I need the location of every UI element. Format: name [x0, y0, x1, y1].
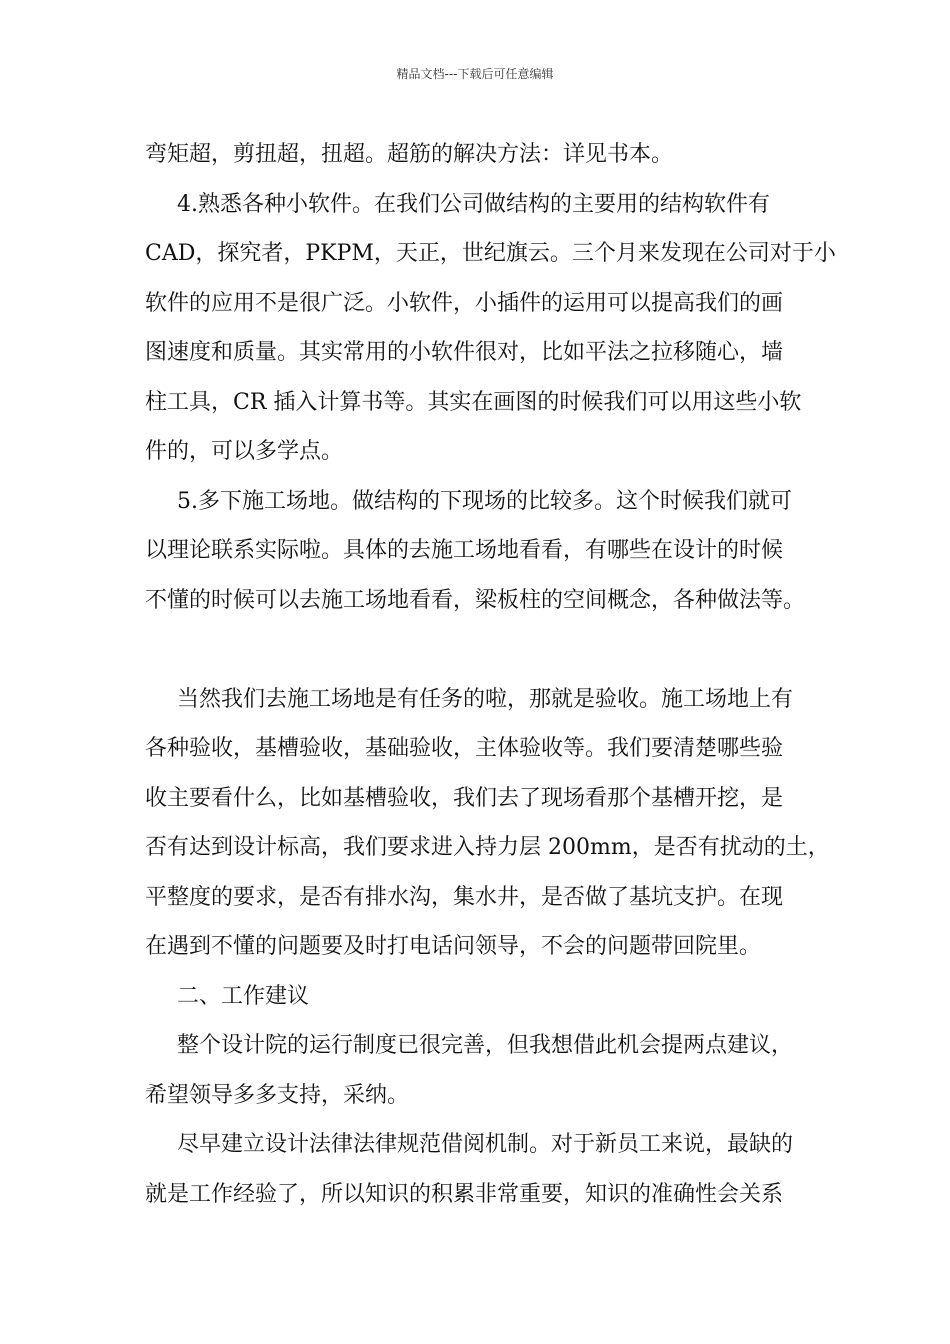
text-line: 件的，可以多学点。	[145, 439, 344, 464]
text-line: 希望领导多多支持，采纳。	[145, 1082, 410, 1108]
text-line: 收主要看什么，比如基槽验收，我们去了现场看那个基槽开挖，是	[145, 785, 784, 811]
paragraph-construction-site	[145, 477, 825, 626]
text-line: 平整度的要求，是否有排水沟，集水井，是否做了基坑支护。在现	[145, 884, 784, 910]
text-line: 5.多下施工场地。做结构的下现场的比较多。这个时候我们就可	[177, 488, 792, 514]
text-line: 以理论联系实际啦。具体的去施工场地看看，有哪些在设计的时候	[145, 538, 784, 563]
section-heading-work-suggestions	[145, 972, 825, 1022]
text-line: 在遇到不懂的问题要及时打电话问领导，不会的问题带回院里。	[145, 934, 762, 959]
text-line: 否有达到设计标高，我们要求进入持力层 200mm，是否有扰动的土，	[145, 835, 830, 860]
text-line: 图速度和质量。其实常用的小软件很对，比如平法之拉移随心，墙	[145, 340, 784, 365]
paragraph-gap	[145, 625, 825, 675]
text-line: 柱工具，CR 插入计算书等。其实在画图的时候我们可以用这些小软	[145, 389, 802, 415]
page-header: 精品文档---下载后可任意编辑	[396, 67, 554, 81]
document-body	[145, 130, 836, 1219]
text-line: 软件的应用不是很广泛。小软件，小插件的运用可以提高我们的画	[145, 290, 784, 316]
paragraph-legal-lending	[145, 1120, 825, 1219]
text-line: 各种验收，基槽验收，基础验收，主体验收等。我们要清楚哪些验	[145, 736, 784, 761]
text-line: 当然我们去施工场地是有任务的啦，那就是验收。施工场地上有	[177, 686, 794, 712]
text-line: 弯矩超，剪扭超，扭超。超筋的解决方法：详见书本。	[145, 142, 674, 167]
section-heading: 二、工作建议	[177, 983, 310, 1009]
text-line: 尽早建立设计法律法律规范借阅机制。对于新员工来说，最缺的	[177, 1132, 794, 1157]
paragraph-suggestions-intro	[145, 1021, 825, 1120]
text-line: 整个设计院的运行制度已很完善，但我想借此机会提两点建议，	[177, 1033, 794, 1058]
text-line: 4.熟悉各种小软件。在我们公司做结构的主要用的结构软件有	[177, 191, 770, 217]
paragraph-software	[145, 180, 836, 477]
text-line: CAD，探究者，PKPM，天正，世纪旗云。三个月来发现在公司对于小	[145, 241, 836, 266]
paragraph-inspection	[145, 675, 830, 972]
text-line: 不懂的时候可以去施工场地看看，梁板柱的空间概念，各种做法等。	[145, 587, 806, 613]
paragraph-continuation	[145, 130, 825, 180]
text-line: 就是工作经验了，所以知识的积累非常重要，知识的准确性会关系	[145, 1181, 784, 1207]
